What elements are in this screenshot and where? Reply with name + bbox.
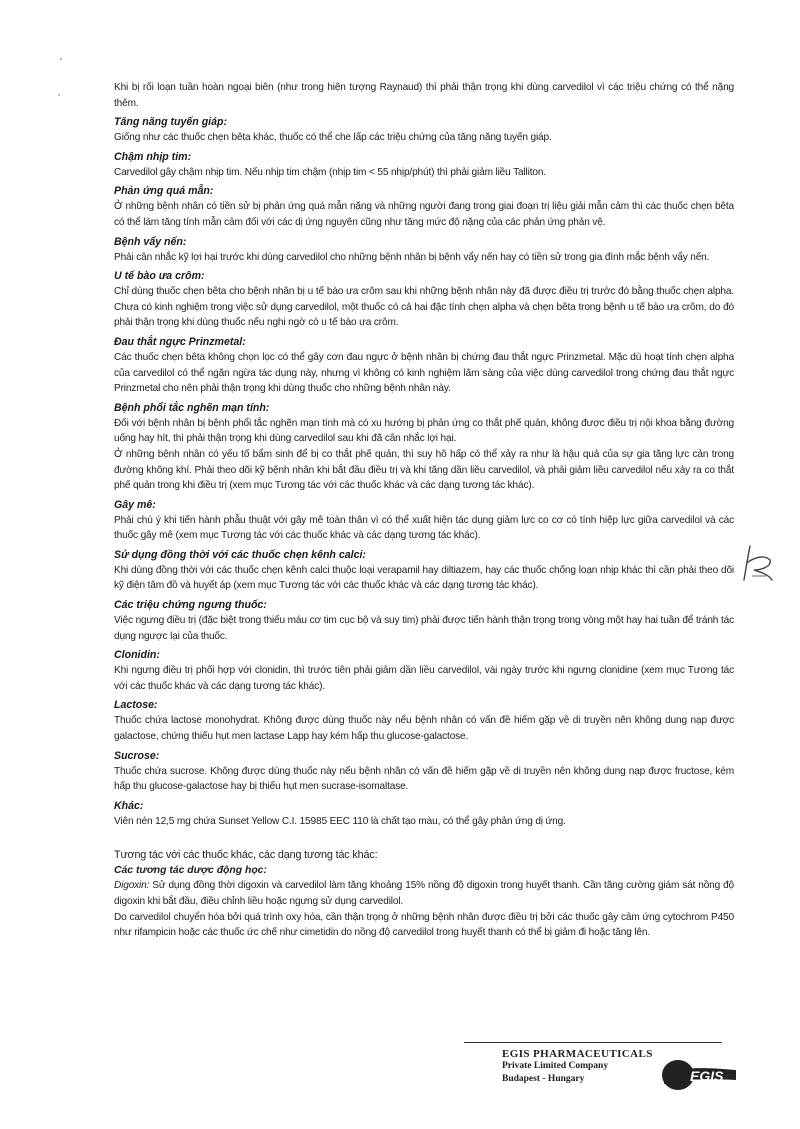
precaution-section bbox=[114, 268, 734, 331]
precaution-section bbox=[114, 597, 734, 644]
interactions-section bbox=[114, 847, 734, 940]
section-paragraph: Việc ngưng điều trị (đặc biệt trong thiếu máu cơ tim cục bộ và suy tim) phải được tiến hành thận trọng trong vòng một hay hai tuần để tránh tác dụng ngược lại của thuốc. bbox=[114, 615, 734, 642]
section-paragraph: Giống như các thuốc chẹn bêta khác, thuốc có thể che lấp các triệu chứng của tăng năng tuyến giáp. bbox=[114, 132, 552, 144]
egis-logo bbox=[660, 1058, 738, 1092]
section-heading: Clonidin: bbox=[114, 649, 160, 662]
section-heading: U tế bào ưa crôm: bbox=[114, 270, 205, 283]
precaution-section bbox=[114, 748, 734, 795]
section-heading: Lactose: bbox=[114, 699, 158, 712]
precaution-section bbox=[114, 497, 734, 544]
precaution-section bbox=[114, 697, 734, 744]
section-paragraph: Khi bị rối loạn tuần hoàn ngoại biên (như trong hiện tượng Raynaud) thì phải thận trọng khi dùng carvedilol vì các triệu chứng có thể nặng thêm. bbox=[114, 82, 734, 109]
section-heading: Tăng năng tuyến giáp: bbox=[114, 116, 227, 129]
section-paragraph: Khi dùng đồng thời với các thuốc chẹn kênh calci thuộc loại verapamil hay diltiazem, hay các thuốc chống loạn nhịp khác thì cần phải theo dõi kỹ điện tâm đồ và huyết áp (xem mục Tương tác với các thuốc khác và các dạng tương tác khác). bbox=[114, 564, 734, 592]
digoxin-label: Digoxin: bbox=[114, 880, 150, 892]
section-heading: Bệnh vẩy nến: bbox=[114, 235, 187, 248]
section-paragraph: Thuốc chứa lactose monohydrat. Không được dùng thuốc này nếu bệnh nhân có vấn đề hiếm gặp về di truyền nên không dung nạp được galactose, chứng thiếu hụt men lactase Lapp hay kém hấp thu glucose-galactose. bbox=[114, 715, 734, 743]
company-location: Budapest - Hungary bbox=[502, 1074, 585, 1084]
section-heading: Đau thắt ngực Prinzmetal: bbox=[114, 335, 246, 348]
section-gap bbox=[114, 829, 734, 847]
section-paragraph: Thuốc chứa sucrose. Không được dùng thuốc này nếu bệnh nhân có vấn đề hiếm gặp về di truyền nên không dung nạp được fructose, kém hấp thu glucose-galactose hay bị thiếu hụt men sucrase-isomaltase. bbox=[114, 765, 734, 793]
section-paragraph: Carvedilol gây chậm nhịp tim. Nếu nhịp tim chậm (nhịp tim < 55 nhịp/phút) thì phải giảm liều Talliton. bbox=[114, 166, 546, 178]
section-heading: Chậm nhịp tim: bbox=[114, 150, 192, 163]
section-paragraph: Khi ngưng điều trị phối hợp với clonidin, thì trước tiên phải giảm dần liều carvedilol, vài ngày trước khi ngưng clonidine (xem mục Tương tác với các thuốc khác và các dạng tương tác khác). bbox=[114, 665, 734, 692]
document-body bbox=[114, 80, 734, 941]
precaution-section bbox=[114, 80, 734, 111]
section-paragraph: Phải cân nhắc kỹ lợi hại trước khi dùng carvedilol cho những bệnh nhân bị bệnh vẩy nến hay có tiền sử trong gia đình mắc bệnh vẩy nến. bbox=[114, 251, 710, 263]
handwritten-initial-mark bbox=[740, 540, 776, 586]
scan-speck bbox=[60, 58, 62, 60]
company-type: Private Limited Company bbox=[502, 1061, 609, 1071]
section-heading: Khác: bbox=[114, 799, 144, 812]
section-heading: Gây mê: bbox=[114, 498, 156, 511]
section-heading: Sucrose: bbox=[114, 749, 160, 762]
precaution-section bbox=[114, 114, 734, 146]
precaution-section bbox=[114, 183, 734, 230]
footer-rule bbox=[464, 1042, 722, 1043]
metabolism-paragraph: Do carvedilol chuyển hóa bởi quá trình oxy hóa, cần thận trọng ở những bệnh nhân được điều trị bởi các thuốc gây cảm ứng cytochrom P450 như rifampicin hoặc các thuốc ức chế như cimetidin do nồng độ carvedilol trong huyết thanh có thể bị giảm đi hoặc tăng lên. bbox=[114, 911, 734, 939]
interactions-title: Tương tác với các thuốc khác, các dạng tương tác khác: bbox=[114, 849, 378, 862]
company-stamp bbox=[502, 1048, 653, 1086]
section-paragraph: Viên nén 12,5 mg chứa Sunset Yellow C.I. 15985 EEC 110 là chất tạo màu, có thể gây phản ứng dị ứng. bbox=[114, 815, 566, 827]
company-name: EGIS PHARMACEUTICALS bbox=[502, 1048, 653, 1060]
section-heading: Bệnh phổi tắc nghẽn mạn tính: bbox=[114, 401, 270, 414]
egis-logo-text: EGIS bbox=[690, 1068, 724, 1084]
scan-speck bbox=[58, 94, 60, 96]
precaution-section bbox=[114, 334, 734, 397]
precaution-section bbox=[114, 798, 734, 830]
section-paragraph: Đối với bệnh nhân bị bệnh phổi tắc nghẽn mạn tính mà có xu hướng bị phản ứng co thắt phế quản, không được điều trị nội khoa bằng đường uống hay hít, thì phải thận trọng khi dùng carvedilol sau khi đã cân nhắc lợi hại. bbox=[114, 417, 734, 445]
section-heading: Phản ứng quá mẫn: bbox=[114, 185, 214, 198]
section-paragraph: Ở những bệnh nhân có yếu tố bẩm sinh để bị co thắt phế quản, thì suy hô hấp có thể xảy ra như là hậu quả của sự gia tăng lực cản trong đường không khí. Phải theo dõi kỹ bệnh nhân khi bắt đầu điều trị và khi tăng dần liều carvedilol, và phải giảm liều carvedilol nếu xảy ra co thắt phế quản trong khi điều trị (xem mục Tương tác với các thuốc khác và các dạng tương tác khác). bbox=[114, 448, 734, 492]
section-paragraph: Các thuốc chẹn bêta không chọn lọc có thể gây cơn đau ngực ở bệnh nhân bị chứng đau thắt ngực Prinzmetal. Mặc dù hoạt tính chẹn alpha của carvedilol có thể ngăn ngừa tác dụng này, nhưng vì không có kinh nghiệm lâm sàng của việc dùng carvedilol trong chứng đau thắt ngực Prinzmetal cho nên phải thận trọng khi dùng thuốc cho những bệnh nhân này. bbox=[114, 351, 734, 395]
section-heading: Các triệu chứng ngưng thuốc: bbox=[114, 599, 267, 612]
precaution-section bbox=[114, 547, 734, 594]
digoxin-text: Sử dụng đồng thời digoxin và carvedilol làm tăng khoảng 15% nồng độ digoxin trong huyết thanh. Cần tăng cường giám sát nồng độ digoxin khi bắt đầu, điều chỉnh liều hoặc ngưng sử dụng carvedilol. bbox=[114, 880, 734, 907]
precaution-section bbox=[114, 234, 734, 266]
section-paragraph: Phải chú ý khi tiến hành phẫu thuật với gây mê toàn thân vì có thể xuất hiện tác dụng giảm lực co cơ có tính hiệp lực giữa carvedilol và các thuốc gây mê (xem mục Tương tác với các thuốc khác và các dạng tương tác khác). bbox=[114, 514, 734, 542]
section-paragraph: Ở những bệnh nhân có tiền sử bị phản ứng quá mẫn nặng và những người đang trong giai đoạn trị liệu giải mẫn cảm thì các thuốc chẹn bêta có thể làm tăng tính mẫn cảm đối với các dị ứng nguyên cũng như tăng mức độ nặng của các phản ứng phản vệ. bbox=[114, 201, 734, 228]
precaution-section bbox=[114, 149, 734, 181]
footer-company-block bbox=[502, 1048, 752, 1108]
pharmacokinetic-subheading: Các tương tác dược động học: bbox=[114, 865, 267, 877]
precaution-section bbox=[114, 400, 734, 494]
digoxin-paragraph bbox=[114, 878, 734, 909]
section-paragraph: Chỉ dùng thuốc chẹn bêta cho bệnh nhân bị u tế bào ưa crôm sau khi những bệnh nhân này đã được điều trị trước đó bằng thuốc chẹn alpha. Chưa có kinh nghiệm trong việc sử dụng carvedilol, một thuốc có cả hai đặc tính chẹn alpha và chẹn bêta trong bệnh u tế bào ưa crôm, do đó phải thận trọng khi dùng thuốc nếu nghi ngờ có u tế bào ưa crôm. bbox=[114, 286, 734, 329]
section-heading: Sử dụng đồng thời với các thuốc chẹn kênh calci: bbox=[114, 548, 366, 561]
precautions-sections bbox=[114, 80, 734, 829]
precaution-section bbox=[114, 647, 734, 694]
